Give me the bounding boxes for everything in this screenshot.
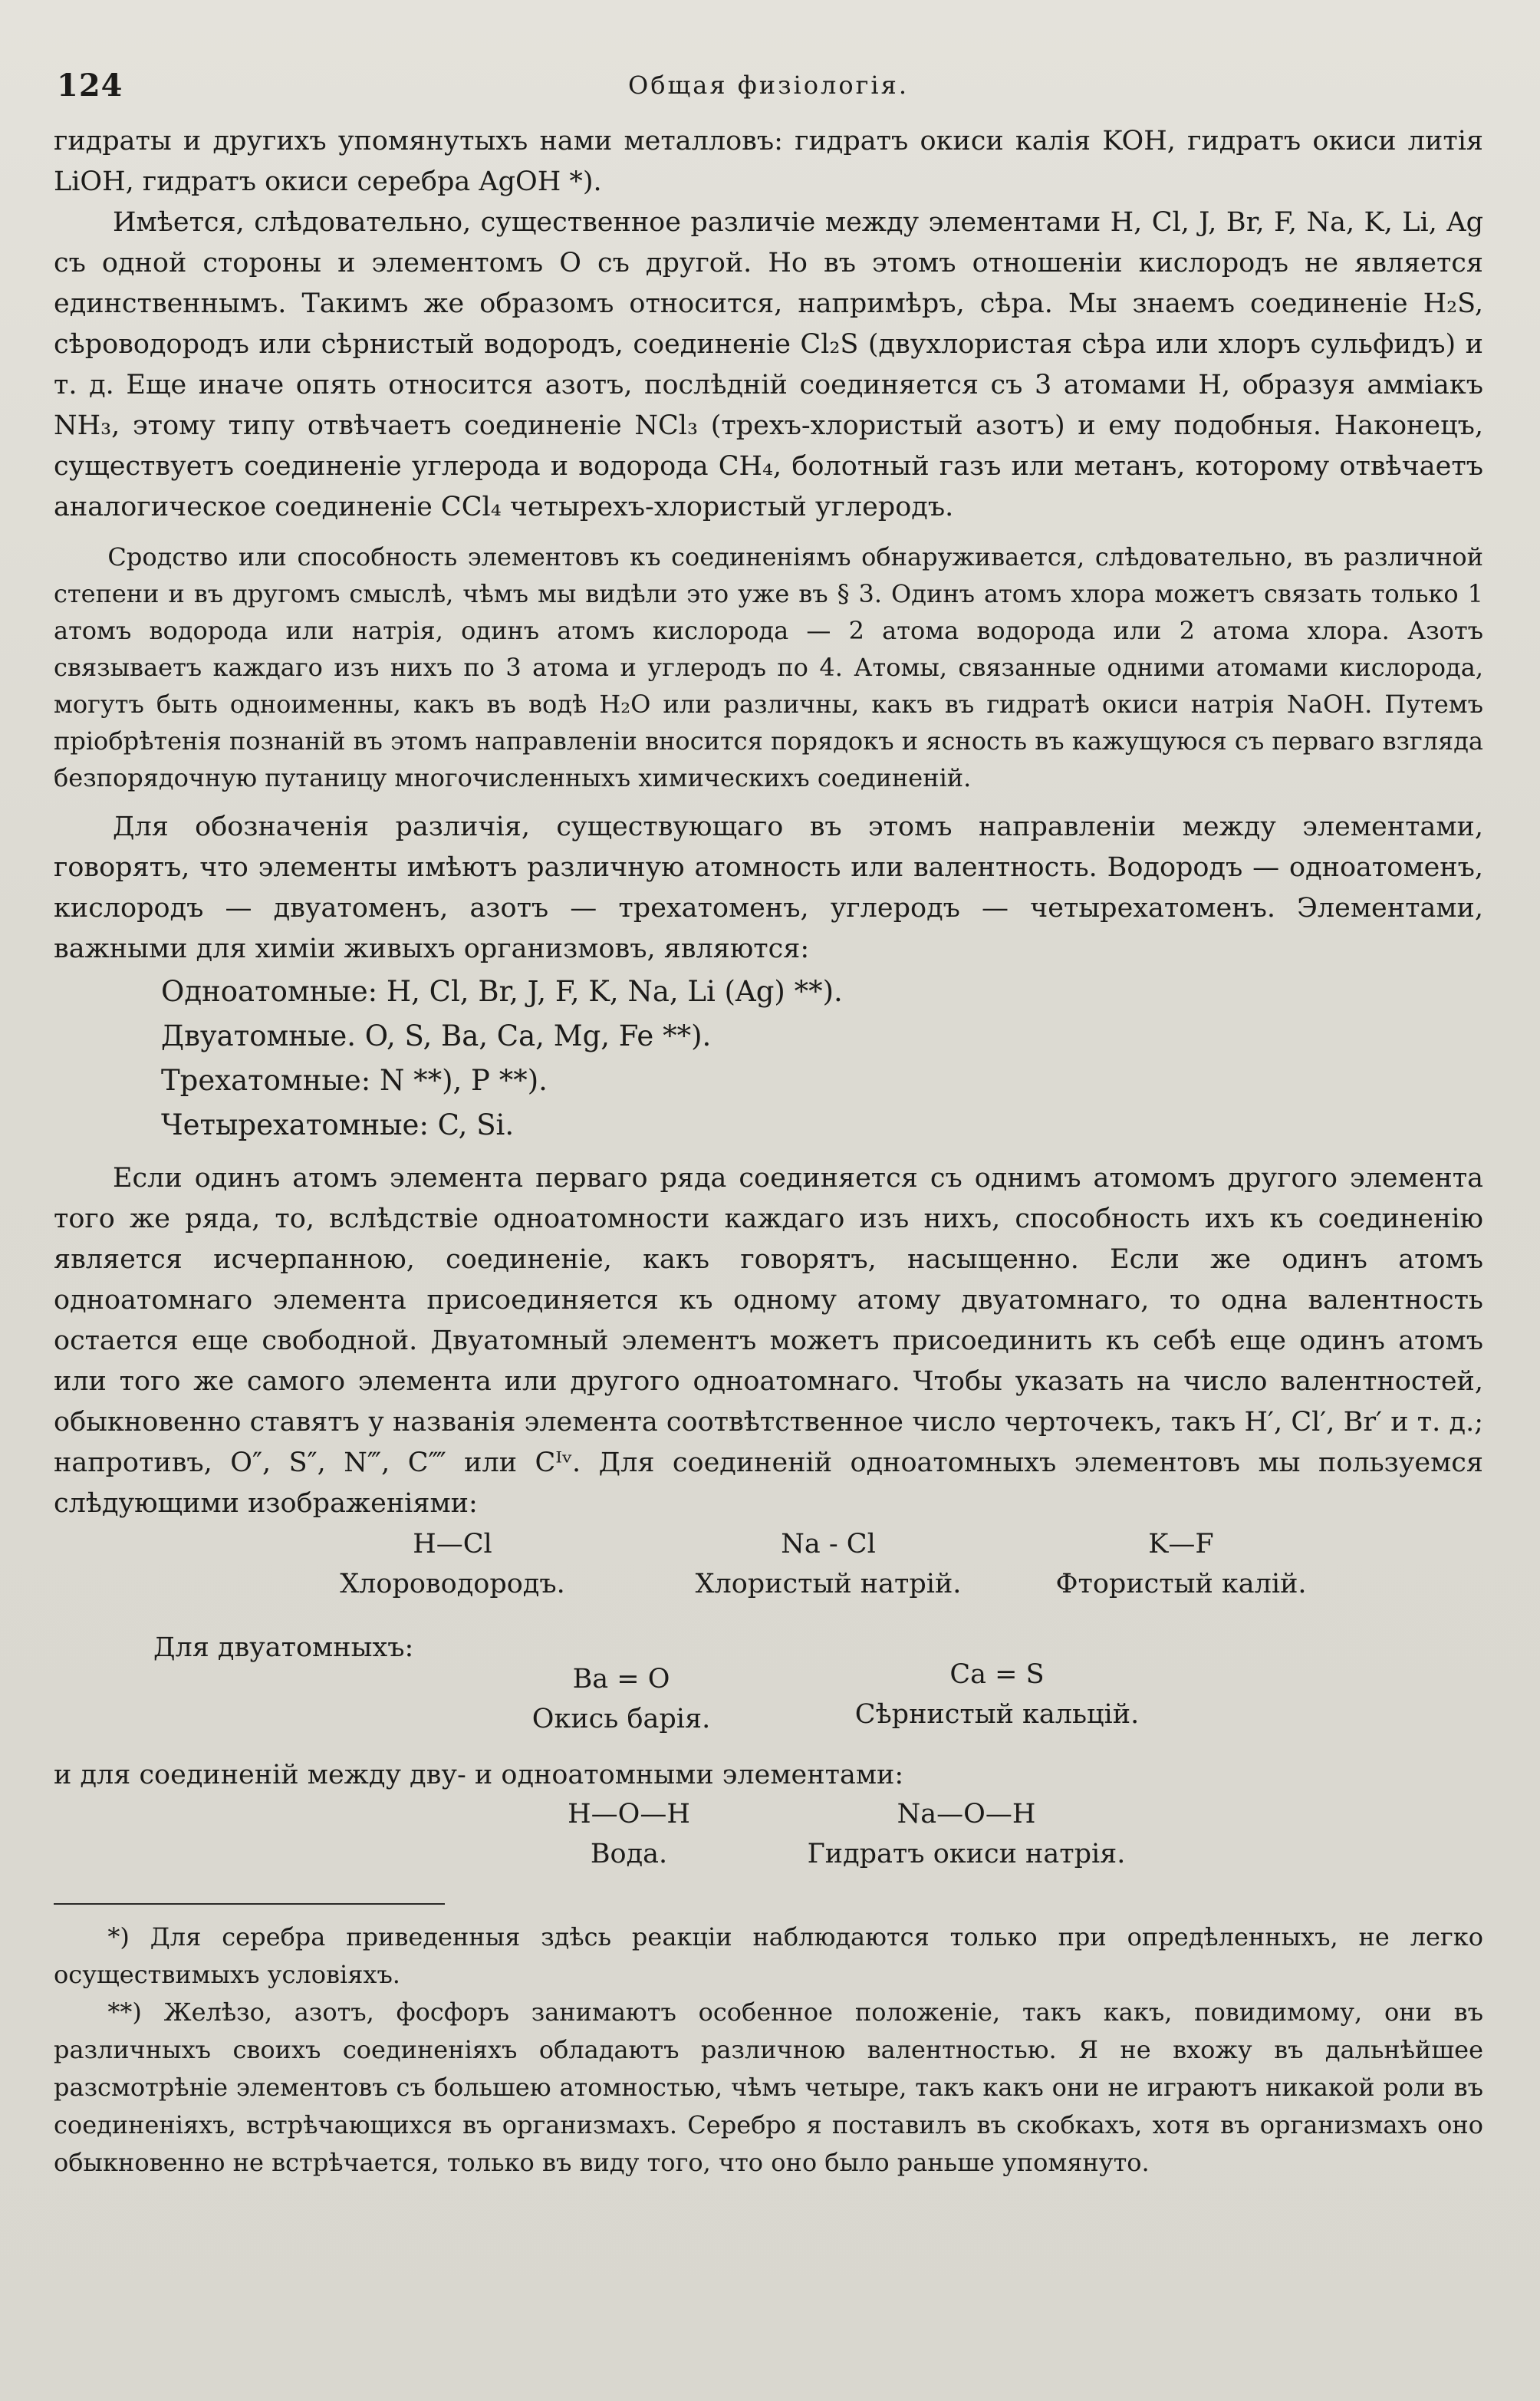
lead-mixed: и для соединеній между дву- и одноатомными элементами: <box>54 1760 904 1790</box>
running-title: Общая физіологія. <box>628 71 909 100</box>
formula-caption: Гидратъ окиси натрія. <box>807 1839 1126 1869</box>
body-text <box>54 121 1483 1524</box>
formula-block <box>1012 1524 1350 1604</box>
formula: Ba = O <box>572 1664 670 1695</box>
formula-block <box>284 1524 621 1604</box>
footnotes <box>54 1918 1483 2182</box>
formula-block <box>767 1794 1166 1874</box>
formula-row-mixed <box>54 1794 1483 1880</box>
formula-block <box>452 1659 790 1739</box>
valence-list <box>161 970 1483 1148</box>
running-head <box>54 68 1483 121</box>
valence-list-item: Четырехатомные: C, Si. <box>161 1108 515 1141</box>
paragraph-valence: Для обозначенія различія, существующаго въ этомъ направленіи между элементами, говорятъ, что элементы имѣютъ различную атомность или валентность. Водородъ — одноатоменъ, кислородъ — двуатоменъ, азотъ — трехатоменъ, углеродъ — четырехатоменъ. Элементами, важными для химіи живыхъ организмовъ, являются: <box>54 812 1483 964</box>
paragraph-saturation: Если одинъ атомъ элемента перваго ряда соединяется съ однимъ атомомъ другого элемента того же ряда, то, вслѣдствіе одноатомности каждаго изъ нихъ, способность ихъ къ соединенію является исчерпанною, соединеніе, какъ говорятъ, насыщенно. Если же одинъ атомъ одноатомнаго элемента присоединяется къ одному атому двуатомнаго, то одна валентность остается еще свободной. Двуатомный элементъ можетъ присоединить къ себѣ еще одинъ атомъ или того же самого элемента или другого одноатомнаго. Чтобы указать на число валентностей, обыкновенно ставятъ у названія элемента соотвѣтственное число черточекъ, такъ H′, Cl′, Br′ и т. д.; напротивъ, O″, S″, N‴, C⁗ или Cᴵᵛ. Для соединеній одноатомныхъ элементовъ мы пользуемся слѣдующими изображеніями: <box>54 1163 1483 1519</box>
paragraph-hydrates: гидраты и другихъ упомянутыхъ нами металловъ: гидратъ окиси калія KOH, гидратъ окиси литія LiOH, гидратъ окиси серебра AgOH *). <box>54 126 1483 197</box>
formula-caption: Фтористый калій. <box>1055 1569 1307 1599</box>
page-number: 124 <box>57 68 123 104</box>
paragraph-affinity: Сродство или способность элементовъ къ соединеніямъ обнаруживается, слѣдовательно, въ различной степени и въ другомъ смыслѣ, чѣмъ мы видѣли это уже въ § 3. Одинъ атомъ хлора можетъ связать только 1 атомъ водорода или натрія, одинъ атомъ кислорода — 2 атома водорода или 2 атома хлора. Азотъ связываетъ каждаго изъ нихъ по 3 атома и углеродъ по 4. Атомы, связанные одними атомами кислорода, могутъ быть одноименны, какъ въ водѣ H₂O или различны, какъ въ гидратѣ окиси натрія NaOH. Путемъ пріобрѣтенія познаній въ этомъ направленіи вносится порядокъ и ясность въ кажущуюся съ перваго взгляда безпорядочную путаницу многочисленныхъ химическихъ соединеній. <box>54 542 1483 792</box>
formula-block <box>828 1655 1166 1734</box>
formula-caption: Хлороводородъ. <box>340 1569 565 1599</box>
formula: K—F <box>1148 1529 1214 1559</box>
footnote-rule <box>54 1903 445 1905</box>
footnote-silver: *) Для серебра приведенныя здѣсь реакціи наблюдаются только при опредѣленныхъ, не легко осуществимыхъ условіяхъ. <box>54 1922 1483 1989</box>
valence-list-item: Трехатомные: N **), P **). <box>161 1064 548 1097</box>
formula-block <box>660 1524 997 1604</box>
paragraph-differences: Имѣется, слѣдовательно, существенное различіе между элементами H, Cl, J, Br, F, Na, K, Li, Ag съ одной стороны и элементомъ O съ другой. Но въ этомъ отношеніи кислородъ не является единственнымъ. Такимъ же образомъ относится, напримѣръ, сѣра. Мы знаемъ соединеніе H₂S, сѣроводородъ или сѣрнистый водородъ, соединеніе Cl₂S (двухлористая сѣра или хлоръ сульфидъ) и т. д. Еще иначе опять относится азотъ, послѣдній соединяется съ 3 атомами H, образуя амміакъ NH₃, этому типу отвѣчаетъ соединеніе NCl₃ (трехъ-хлористый азотъ) и ему подобныя. Наконецъ, существуетъ соединеніе углерода и водорода CH₄, болотный газъ или метанъ, которому отвѣчаетъ аналогическое соединеніе CCl₄ четырехъ-хлористый углеродъ. <box>54 207 1483 522</box>
formula: Ca = S <box>949 1659 1045 1690</box>
footnote-iron: **) Желѣзо, азотъ, фосфоръ занимаютъ особенное положеніе, такъ какъ, повидимому, они въ различныхъ своихъ соединеніяхъ обладаютъ различною валентностью. Я не вхожу въ дальнѣйшее разсмотрѣніе элементовъ съ большею атомностью, чѣмъ четыре, такъ какъ они не играютъ никакой роли въ соединеніяхъ, встрѣчающихся въ организмахъ. Серебро я поставилъ въ скобкахъ, хотя въ организмахъ оно обыкновенно не встрѣчается, только въ виду того, что оно было раньше упомянуто. <box>54 1998 1483 2177</box>
formula-row-divalent <box>54 1659 1483 1753</box>
formula: H—Cl <box>413 1529 492 1559</box>
formula: H—O—H <box>568 1799 690 1830</box>
formula-caption: Сѣрнистый кальцій. <box>854 1699 1140 1730</box>
lead-divalent: Для двуатомныхъ: <box>153 1632 414 1663</box>
formula: Na - Cl <box>781 1529 876 1559</box>
formula-caption: Окись барія. <box>531 1704 711 1734</box>
formula: Na—O—H <box>897 1799 1036 1830</box>
valence-list-item: Одноатомные: H, Cl, Br, J, F, K, Na, Li (Ag) **). <box>161 975 843 1008</box>
formula-block <box>499 1794 759 1874</box>
formula-row-monovalent <box>54 1524 1483 1625</box>
valence-list-item: Двуатомные. O, S, Ba, Ca, Mg, Fe **). <box>161 1019 712 1052</box>
formula-caption: Хлористый натрій. <box>695 1569 962 1599</box>
formula-caption: Вода. <box>590 1839 668 1869</box>
